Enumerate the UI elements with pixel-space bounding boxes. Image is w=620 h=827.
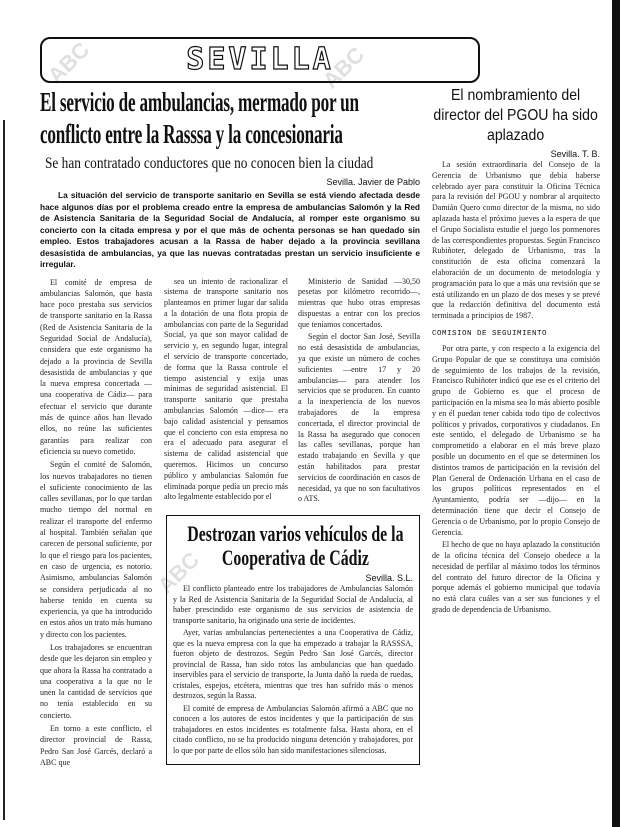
scan-edge (612, 0, 620, 827)
boxed-article (166, 515, 420, 765)
side-headline: El nombramiento del director del PGOU ha sido aplazado (433, 87, 598, 144)
section-header (40, 37, 480, 83)
main-column-3 (298, 277, 420, 508)
main-lead: La situación del servicio de transporte sanitario en Sevilla se está viendo afectada desde hace algunos días por el problema creado entre la empresa de ambulancias Salomón y la Red de Asistencia Sanitaria de la Seguridad Social de Andalucía, al romper este organismo su concierto con la citada empresa y por el que más de ochenta personas se han quedado sin empleo. Estos trabajadores acusan a la Rassa de haber dejado a la provincia sevillana desasistida de ambulancias, ya que las nuevas contratadas prestan un servicio insuficiente e irregular. (40, 190, 420, 269)
paragraph: Ayer, varias ambulancias pertenecientes a una Cooperativa de Cádiz, que es la nueva empresa con la que ha empezado a trabajar la RASSSA, fueron objeto de destrozos. Según Pedro San José Garcés, director provincial de Rassa, han sido rotos las ambulancias que han quedado inservibles para el servicio de transporte, la Junta dañó la rueda de ruedas, cristales, espejos, etcétera, mientras que tres han sufrido más o menos destrozos, según la Rassa. (173, 628, 413, 701)
paragraph: sea un intento de racionalizar el sistema de transporte sanitario nos planteamos en primer lugar dar salida a la dotación de una flota propia de ambulancias con parte de la Seguridad Social, ya que son mayor calidad de servicio y, en segundo lugar, integral el servicio de transporte concertado, de forma que la Rassa controle el tiempo asistencial y exija unas mínimas de seguridad asistencial. El transporte sanitario que prestaba ambulancias Salomón —dice— era bajo calidad asistencial y pensamos que el concierto con esta empresa no era el adecuado para asegurar el sistema de calidad asistencial que queremos. Hicimos un concurso público y ambulancias Salomón fue eliminada porque pedía un precio más alto legalmente establecido por el (164, 276, 288, 502)
side-byline: Sevilla. T. B. (550, 149, 600, 159)
main-column-2 (164, 277, 288, 508)
box-byline: Sevilla. S.L. (365, 573, 413, 584)
side-body-2 (432, 344, 600, 616)
box-headline: Destrozan varios vehículos de la Cooperativa de Cádiz (187, 521, 404, 571)
main-column-1 (40, 277, 152, 771)
paragraph: El hecho de que no haya aplazado la constitución de la oficina técnica del Consejo obedece a la necesidad de perfilar al máximo todos los términos del contrato del futuro director de la Oficina y porque además el gobierno municipal que todavía no está clara cuáles van a ser sus funciones y el grado de dependencia de Urbanismo. (432, 540, 600, 615)
main-headline: El servicio de ambulancias, mermado por un conflicto entre la Rasssa y la concesionaria (40, 87, 359, 149)
main-subtitle: Se han contratado conductores que no conocen bien la ciudad (45, 155, 374, 172)
paragraph: Ministerio de Sanidad —30,50 pesetas por kilómetro recorrido—, mientras que hubo otras empresas dispuestas a entrar con los precios que teníamos concertados. (298, 276, 420, 329)
watermark: ABC (152, 546, 205, 599)
main-article (40, 86, 420, 770)
column-rule (3, 120, 5, 820)
watermark: ABC (42, 36, 95, 89)
paragraph: El comité de empresa de Ambulancias Salomón afirmó a ABC que no conocen a los autores de estos incidentes y que la participación de sus trabajadores en estos incidentes es totalmente falsa. Hasta ahora, en el citado conflicto, no se ha producido ninguna detención y trabajadores, por lo que por parte de ellos sólo han sido manifestaciones silenciosas. (173, 703, 413, 755)
paragraph: Por otra parte, y con respecto a la exigencia del Grupo Popular de que se constituya una comisión de seguimiento de los trabajos de la revisión, Francisco Rubiñoter indicó que ese es el criterio del grupo de Gobierno es que el proceso de participación en la misma sea lo más abierto posible y en él puedan tener cabida todo tipo de colectivos políticos y privados, corporativos y ciudadanos. En este sentido, el delegado de Urbanismo se ha comprometido a elaborar en el más breve plazo posible un documento en el que se determinen los distintos tramos de participación en la revisión del Plan General de Ordenación Urbana en el caso de los grupos políticos representados en el Ayuntamiento, podría ser —dijo— en la determinación tiene que decir el Consejo de Gerencia o de Urbanismo, por lo propio Consejo de Gerencia. (432, 343, 600, 537)
paragraph: El comité de empresa de ambulancias Salomón, que hasta hace poco prestaba sus servicios de transporte sanitario en la Rassa (Red de Asistencia Sanitaria de la Seguridad Social de Andalucía), considera que este organismo ha dejado a la provincia de Sevilla desasistida de ambulancias y que la nueva empresa concertada —una cooperativa de Cádiz— para efectuar el servicio que durante más de quince años han llevado ellos, no reúne las suficientes garantías para realizar con eficiencia su nuevo cometido. (40, 277, 152, 456)
watermark: ABC (317, 41, 370, 94)
paragraph: La sesión extraordinaria del Consejo de la Gerencia de Urbanismo que debía haberse celebrado ayer para constituir la Oficina Técnica para la revisión del PGOU y nombrar al arquitecto Damián Quero como director de la misma, no sido aplazada hasta el próximo jueves a la espera de que el Grupo Socialista estudie el juego los pormenores de las correspondientes propuestas. Según Francisco Rubiñoter, delegado de Urbanismo, tras la constitución de esta oficina comenzará la elaboración de un documento de metodología y programación para lo que a más una revisión que se está utilizando en un plazo de dos meses y se prevé que la redacción definitiva del documento está terminada a principios de 1987. (432, 160, 600, 321)
paragraph: Los trabajadores se encuentran desde que les dejaron sin empleo y que ahora la Rassa ha contratado a una cooperativa a la que no le unen la cantidad de servicios que no tenía establecido en su concierto. (40, 643, 152, 720)
paragraph: El conflicto planteado entre los trabajadores de Ambulancias Salomón y la Red de Asistencia Sanitaria de la Seguridad Social de Andalucía, al haber prescindido este organismo de sus servicios de asistencia de transporte sanitario, ha originado una serie de incidentes. (173, 584, 413, 625)
section-title: SEVILLA (186, 42, 334, 77)
main-byline: Sevilla. Javier de Pablo (326, 177, 420, 187)
box-body (173, 584, 413, 756)
paragraph: Según el doctor San José, Sevilla no está desasistida de ambulancias, ya que existe un número de coches suficientes —entre 17 y 20 ambulancias— para atender los servicios que se producen. En cuanto a la inexperiencia de los nuevos trabajadores de la empresa concertada, el director provincial de la Rassa ha asegurado que conocen las calles sevillanas, porque han estado trabajando en Sevilla y que están habilitados para prestar servicios de coordinación en casos de necesidad, ya que no son facultativos o ATS. (298, 332, 420, 504)
side-article (432, 86, 600, 618)
paragraph: En torno a este conflicto, el director provincial de Rassa, Pedro San José Garcés, declaró a ABC que (40, 724, 152, 767)
side-body-1 (432, 160, 600, 322)
paragraph: Según el comité de Salomón, los nuevos trabajadores no tienen el suficiente conocimiento de las calles sevillanas, por lo que tardan mucho tiempo del normal en realizar el transporte del enfermo al hospital. También señalan que carecen de personal suficiente, por lo que el riesgo para los pacientes, en caso de urgencia, es notorio. Asimismo, ambulancias Salomón se considera perjudicada al no haberse tenido en cuenta su experiencia, ya que ha introducido en estos años un trato más humano y directo con los pacientes. (40, 460, 152, 639)
side-subhead: COMISION DE SEGUIMIENTO (432, 329, 548, 338)
